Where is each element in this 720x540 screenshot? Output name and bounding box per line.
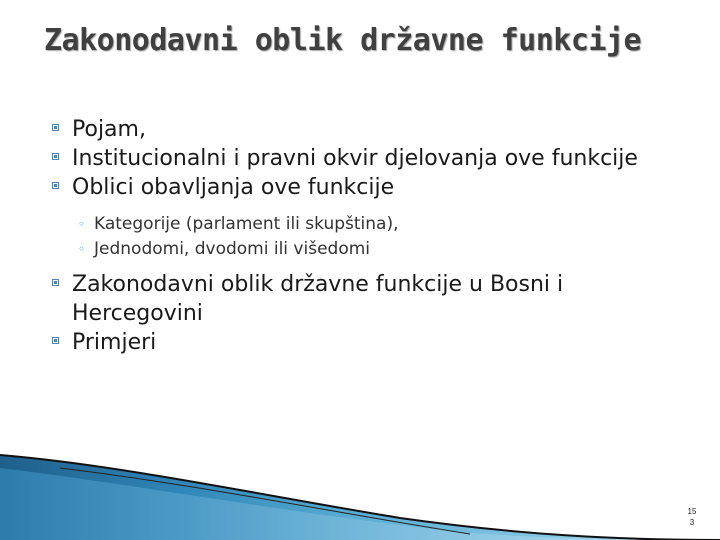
- bullet-item: [52, 328, 652, 357]
- bullet-text: Zakonodavni oblik državne funkcije u Bosni i Hercegovini: [72, 272, 564, 326]
- bullet-item: [52, 115, 652, 144]
- square-bullet-icon: [52, 153, 59, 160]
- sub-bullet-text: Jednodomi, dvodomi ili višedomi: [94, 239, 371, 259]
- square-bullet-icon: [52, 337, 59, 344]
- bullet-item: [52, 270, 652, 328]
- circle-bullet-icon: ◦: [78, 242, 86, 256]
- bullet-text: Oblici obavljanja ove funkcije: [72, 175, 395, 200]
- page-number-line-1: 15: [687, 507, 697, 516]
- bullet-item: [52, 144, 652, 173]
- page-number-line-2: 3: [689, 518, 695, 527]
- square-bullet-icon: [52, 182, 59, 189]
- bullet-text: Institucionalni i pravni okvir djelovanja ove funkcije: [72, 146, 638, 171]
- page-number: [682, 506, 702, 528]
- sub-bullet-item: [78, 237, 652, 262]
- bullet-text: Primjeri: [72, 330, 157, 355]
- sub-bullet-text: Kategorije (parlament ili skupština),: [94, 214, 399, 234]
- circle-bullet-icon: ◦: [78, 217, 86, 231]
- sub-bullet-item: [78, 212, 652, 237]
- square-bullet-icon: [52, 279, 59, 286]
- slide-content: [52, 115, 652, 357]
- bullet-item: [52, 173, 652, 202]
- bullet-text: Pojam,: [72, 117, 146, 142]
- decorative-wave: [0, 440, 720, 540]
- slide-title: Zakonodavni oblik državne funkcije: [44, 23, 642, 58]
- square-bullet-icon: [52, 124, 59, 131]
- sub-bullet-list: [52, 212, 652, 262]
